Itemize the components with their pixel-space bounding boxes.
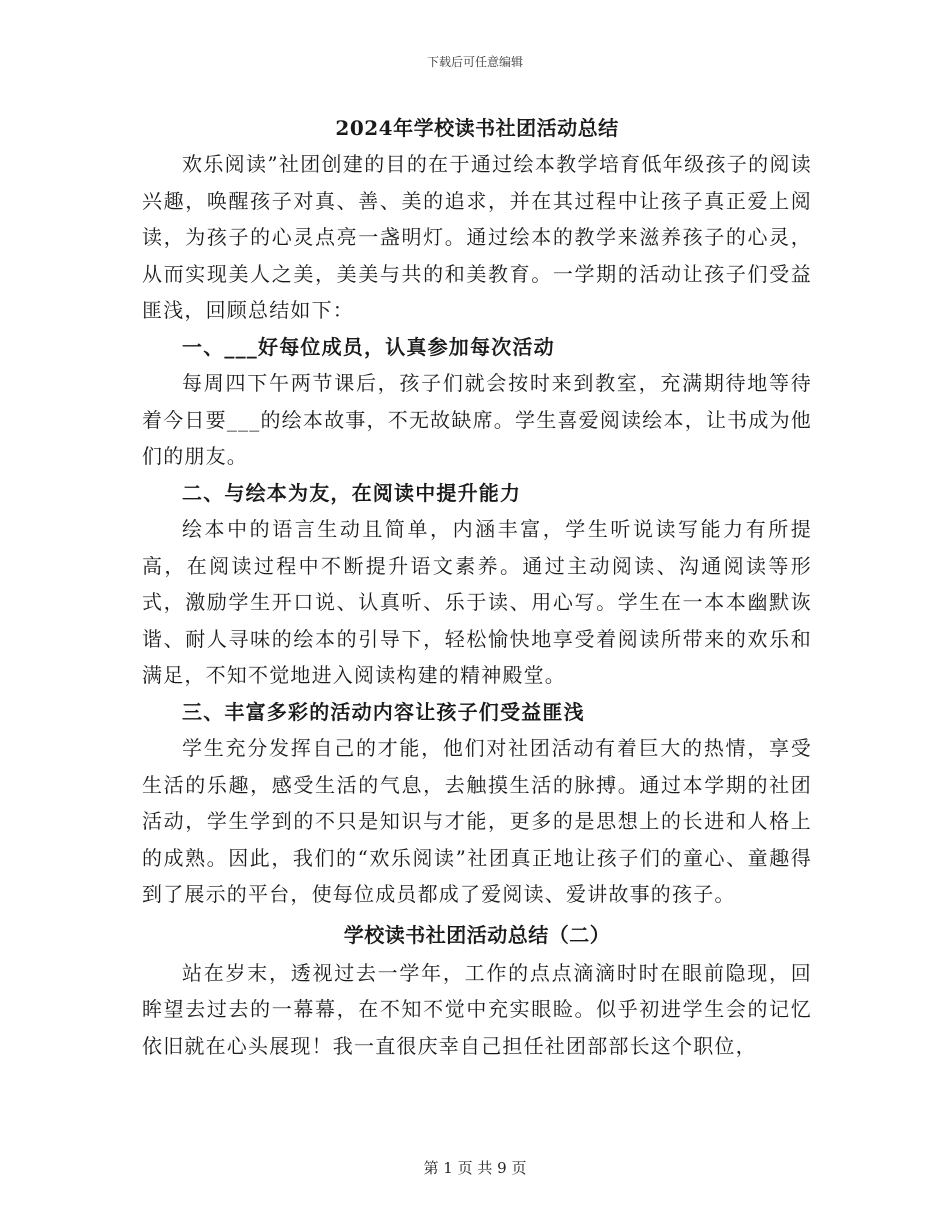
page-number: 第 1 页 共 9 页 bbox=[423, 1159, 527, 1177]
intro-paragraph: 欢乐阅读”社团创建的目的在于通过绘本教学培育低年级孩子的阅读兴趣，唤醒孩子对真、善、美的追求，并在其过程中让孩子真正爱上阅读，为孩子的心灵点亮一盏明灯。通过绘本的教学来滋养孩子的心灵，从而实现美人之美，美美与共的和美教育。一学期的活动让孩子们受益匪浅，回顾总结如下： bbox=[142, 152, 812, 322]
section-body-1: 每周四下午两节课后，孩子们就会按时来到教室，充满期待地等待着今日要___的绘本故事，不无故缺席。学生喜爱阅读绘本，让书成为他们的朋友。 bbox=[142, 371, 812, 468]
section-body-3: 学生充分发挥自己的才能，他们对社团活动有着巨大的热情，享受生活的乐趣，感受生活的气息，去触摸生活的脉搏。通过本学期的社团活动，学生学到的不只是知识与才能，更多的是思想上的长进和人格上的成熟。因此，我们的“欢乐阅读”社团真正地让孩子们的童心、童趣得到了展示的平台，使每位成员都成了爱阅读、爱讲故事的孩子。 bbox=[142, 736, 812, 906]
section-heading-3: 三、丰富多彩的活动内容让孩子们受益匪浅 bbox=[182, 699, 585, 724]
document-body bbox=[142, 110, 812, 1064]
second-intro-paragraph: 站在岁末，透视过去一学年，工作的点点滴滴时时在眼前隐现，回眸望去过去的一幕幕，在不知不觉中充实眼睑。似乎初进学生会的记忆依旧就在心头展现！我一直很庆幸自己担任社团部部长这个职位， bbox=[142, 960, 812, 1058]
section-body-2: 绘本中的语言生动且简单，内涵丰富，学生听说读写能力有所提高，在阅读过程中不断提升语文素养。通过主动阅读、沟通阅读等形式，激励学生开口说、认真听、乐于读、用心写。学生在一本本幽默诙谐、耐人寻味的绘本的引导下，轻松愉快地享受着阅读所带来的欢乐和满足，不知不觉地进入阅读构建的精神殿堂。 bbox=[142, 517, 812, 687]
page-header-note: 下载后可任意编辑 bbox=[426, 55, 523, 69]
section-heading-1: 一、___好每位成员，认真参加每次活动 bbox=[182, 334, 555, 359]
second-title: 学校读书社团活动总结（二） bbox=[343, 922, 611, 947]
document-title: 2024年学校读书社团活动总结 bbox=[335, 116, 619, 140]
section-heading-2: 二、与绘本为友，在阅读中提升能力 bbox=[182, 480, 522, 505]
